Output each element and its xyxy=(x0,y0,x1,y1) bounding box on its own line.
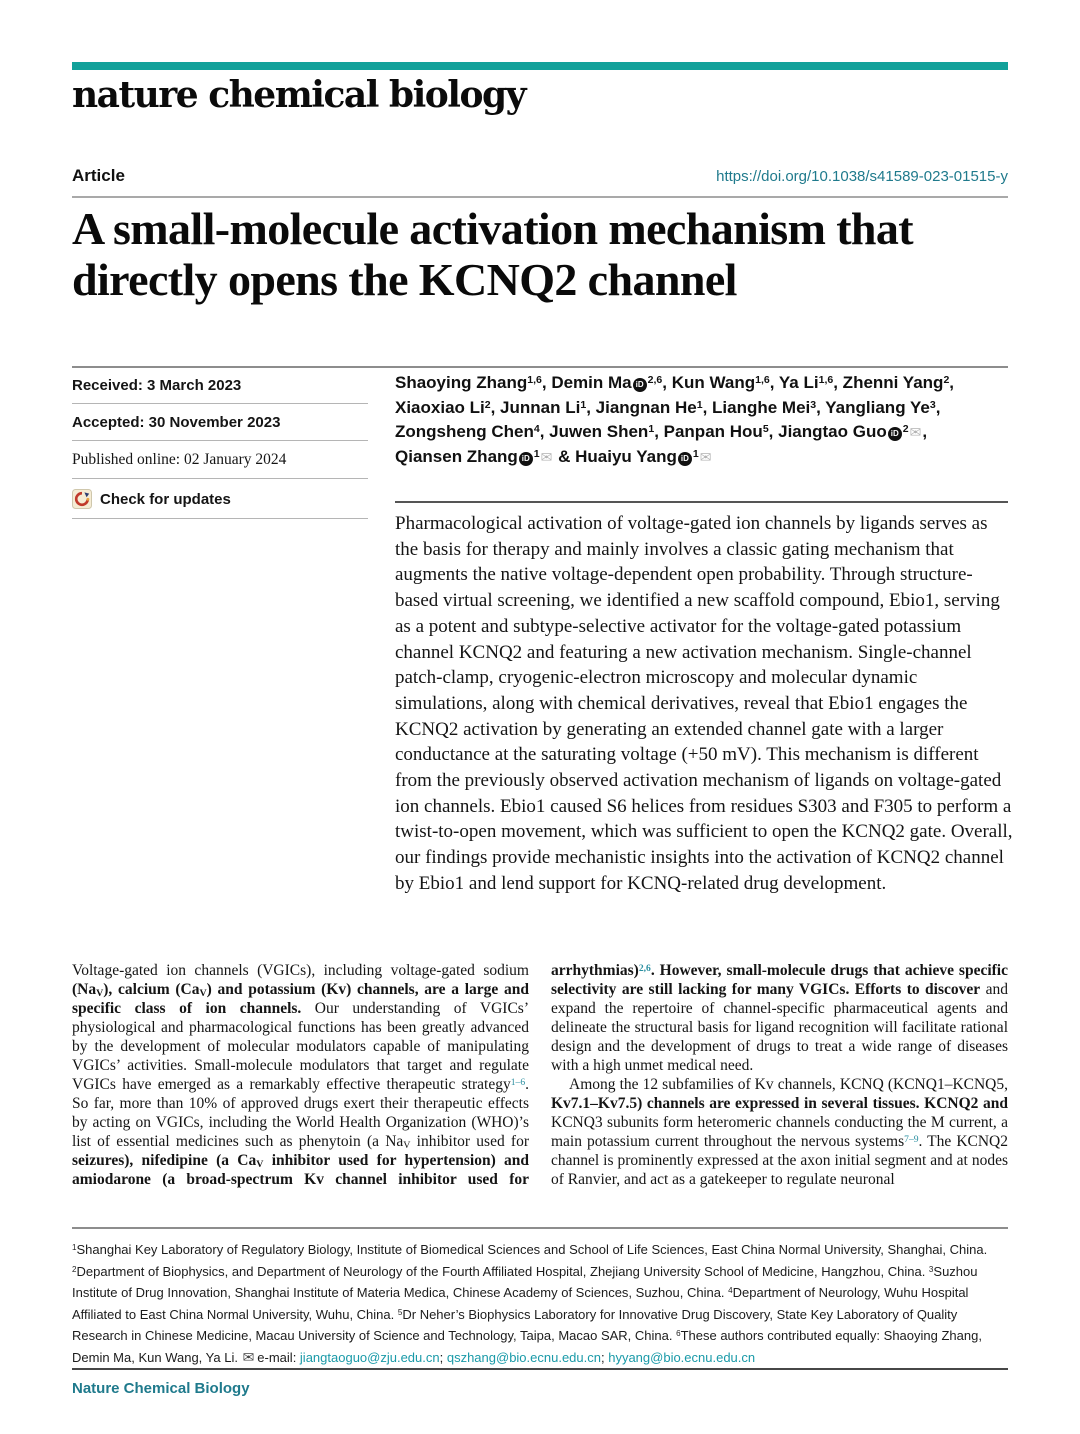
published-date: Published online: 02 January 2024 xyxy=(72,441,368,479)
accepted-date: Accepted: 30 November 2023 xyxy=(72,404,368,441)
abstract-divider xyxy=(395,501,1008,503)
divider xyxy=(72,1227,1008,1229)
check-for-updates-button[interactable] xyxy=(72,479,368,519)
journal-masthead: nature chemical biology xyxy=(72,74,526,116)
abstract-text: Pharmacological activation of voltage-gated ion channels by ligands serves as the basis for therapy and mainly involves a classic gating mechanism that augments the native voltage-dependent open probability. Through structure-based virtual screening, we identified a new scaffold compound, Ebio1, serving as a potent and subtype-selective activator for the voltage-gated potassium channel KCNQ2 and featuring a new activation mechanism. Single-channel patch-clamp, cryogenic-electron microscopy and molecular dynamic simulations, along with chemical derivatives, reveal that Ebio1 engages the KCNQ2 activation by generating an extended channel gate with a larger conductance at the saturating voltage (+50 mV). This mechanism is different from the previously observed activation mechanism of ligands on voltage-gated ion channels. Ebio1 caused S6 helices from residues S303 and F305 to perform a twist-to-open movement, which was sufficient to open the KCNQ2 gate. Overall, our findings provide mechanistic insights into the activation of KCNQ2 channel by Ebio1 and lend support for KCNQ-related drug development. xyxy=(395,513,1013,894)
orcid-icon[interactable]: iD xyxy=(678,452,692,466)
envelope-icon[interactable]: ✉ xyxy=(699,448,712,465)
envelope-icon[interactable]: ✉ xyxy=(540,448,553,465)
article-title: A small-molecule activation mechanism that directly opens the KCNQ2 channel xyxy=(72,203,914,305)
envelope-icon: ✉ xyxy=(242,1348,255,1365)
footer-journal-name: Nature Chemical Biology xyxy=(72,1380,250,1397)
body-columns xyxy=(72,961,1008,1213)
author-line: Shaoying Zhang$^{1,6}$, Demin Ma iD $^{2,6}$, Kun Wang$^{1,6}$, Ya Li$^{1,6}$, Zhenni Yang$^2$, xyxy=(395,373,955,392)
affiliations-footnotes: $^1$Shanghai Key Laboratory of Regulatory Biology, Institute of Biomedical Sciences and School of Life Sciences, East China Normal University, Shanghai, China. $^2$Department of Biophysics, and Department of Neurology of the Fourth Affiliated Hospital, Zhejiang University School of Medicine, Hangzhou, China. $^3$Suzhou Institute of Drug Innovation, Shanghai Institute of Materia Medica, Chinese Academy of Sciences, Suzhou, China. $^4$Department of Neurology, Wuhu Hospital Affiliated to East China Normal University, Wuhu, China. $^5$Dr Neher’s Biophysics Laboratory for Innovative Drug Discovery, State Key Laboratory of Quality Research in Chinese Medicine, Macau University of Science and Technology, Taipa, Macao SAR, China. $^6$These authors contributed equally: Shaoying Zhang, Demin Ma, Kun Wang, Ya Li. ✉ e-mail: jiangtaoguo@zju.edu.cn; qszhang@bio.ecnu.edu.cn; hyyang@bio.ecnu.edu.cn xyxy=(72,1242,988,1365)
author-line: Qiansen Zhang iD $^1$✉ & Huaiyu Yang iD $^1$✉ xyxy=(395,446,712,466)
divider xyxy=(72,1368,1008,1370)
article-type-label: Article xyxy=(72,166,125,185)
email-link[interactable]: jiangtaoguo@zju.edu.cn xyxy=(299,1349,440,1365)
orcid-icon[interactable]: iD xyxy=(633,378,647,392)
body-paragraph-2: Among the 12 subfamilies of Kv channels, KCNQ (KCNQ1–KCNQ5, Kv7.1–Kv7.5) channels are expressed in several tissues. KCNQ2 and KCNQ3 subunits form heteromeric channels conducting the M current, a main potassium current throughout the nervous systems$^{7-9}$. The KCNQ2 channel is prominently expressed at the axon initial segment and at nodes of Ranvier, and act as a gatekeeper to regulate neuronal xyxy=(551,1076,1008,1188)
brand-color-bar xyxy=(72,62,1008,70)
divider xyxy=(72,196,1008,198)
body-paragraph-1: Voltage-gated ion channels (VGICs), including voltage-gated sodium $(Na_V)$, calcium $(Ca_V)$ and potassium (Kv) channels, are a large and specific class of ion channels. Our understanding of VGICs’ physiological and pharmacological functions has been greatly advanced by the development of molecular modulators capable of manipulating VGICs’ activities. Small-molecule modulators that target and regulate VGICs have emerged as a remarkably effective therapeutic strategy$^{1-6}$. So far, more than 10% of approved drugs exert their therapeutic effects by acting on VGICs, including the World Health Organization (WHO)’s list of essential medicines such as phenytoin (a $Na_V$ inhibitor used for seizures), nifedipine (a $Ca_V$ inhibitor used for hypertension) and amiodarone (a broad-spectrum Kv channel inhibitor used for arrhythmias)$^{2,6}$. However, small-molecule drugs that achieve specific selectivity are still lacking for many VGICs. Efforts to discover and expand the repertoire of channel-specific pharmaceutical agents and delineate the structural basis for ligand recognition will facilitate rational design and the development of drugs to treat a wide range of diseases with a high unmet medical need. xyxy=(72,962,1008,1188)
check-for-updates-icon xyxy=(72,489,92,509)
author-line: Zongsheng Chen$^4$, Juwen Shen$^1$, Panpan Hou$^5$, Jiangtao Guo iD $^2$✉, xyxy=(395,422,928,442)
email-link[interactable]: qszhang@bio.ecnu.edu.cn xyxy=(446,1349,601,1365)
article-dates-panel xyxy=(72,367,368,519)
author-list xyxy=(395,371,1015,469)
orcid-icon[interactable]: iD xyxy=(888,427,902,441)
envelope-icon[interactable]: ✉ xyxy=(909,424,922,441)
received-date: Received: 3 March 2023 xyxy=(72,367,368,404)
email-link[interactable]: hyyang@bio.ecnu.edu.cn xyxy=(608,1349,756,1365)
check-for-updates-label: Check for updates xyxy=(100,490,231,508)
article-header-row xyxy=(72,166,1008,186)
orcid-icon[interactable]: iD xyxy=(519,452,533,466)
author-line: Xiaoxiao Li$^2$, Junnan Li$^1$, Jiangnan He$^1$, Lianghe Mei$^3$, Yangliang Ye$^3$, xyxy=(395,397,941,417)
doi-link[interactable]: https://doi.org/10.1038/s41589-023-01515-y xyxy=(716,168,1008,185)
